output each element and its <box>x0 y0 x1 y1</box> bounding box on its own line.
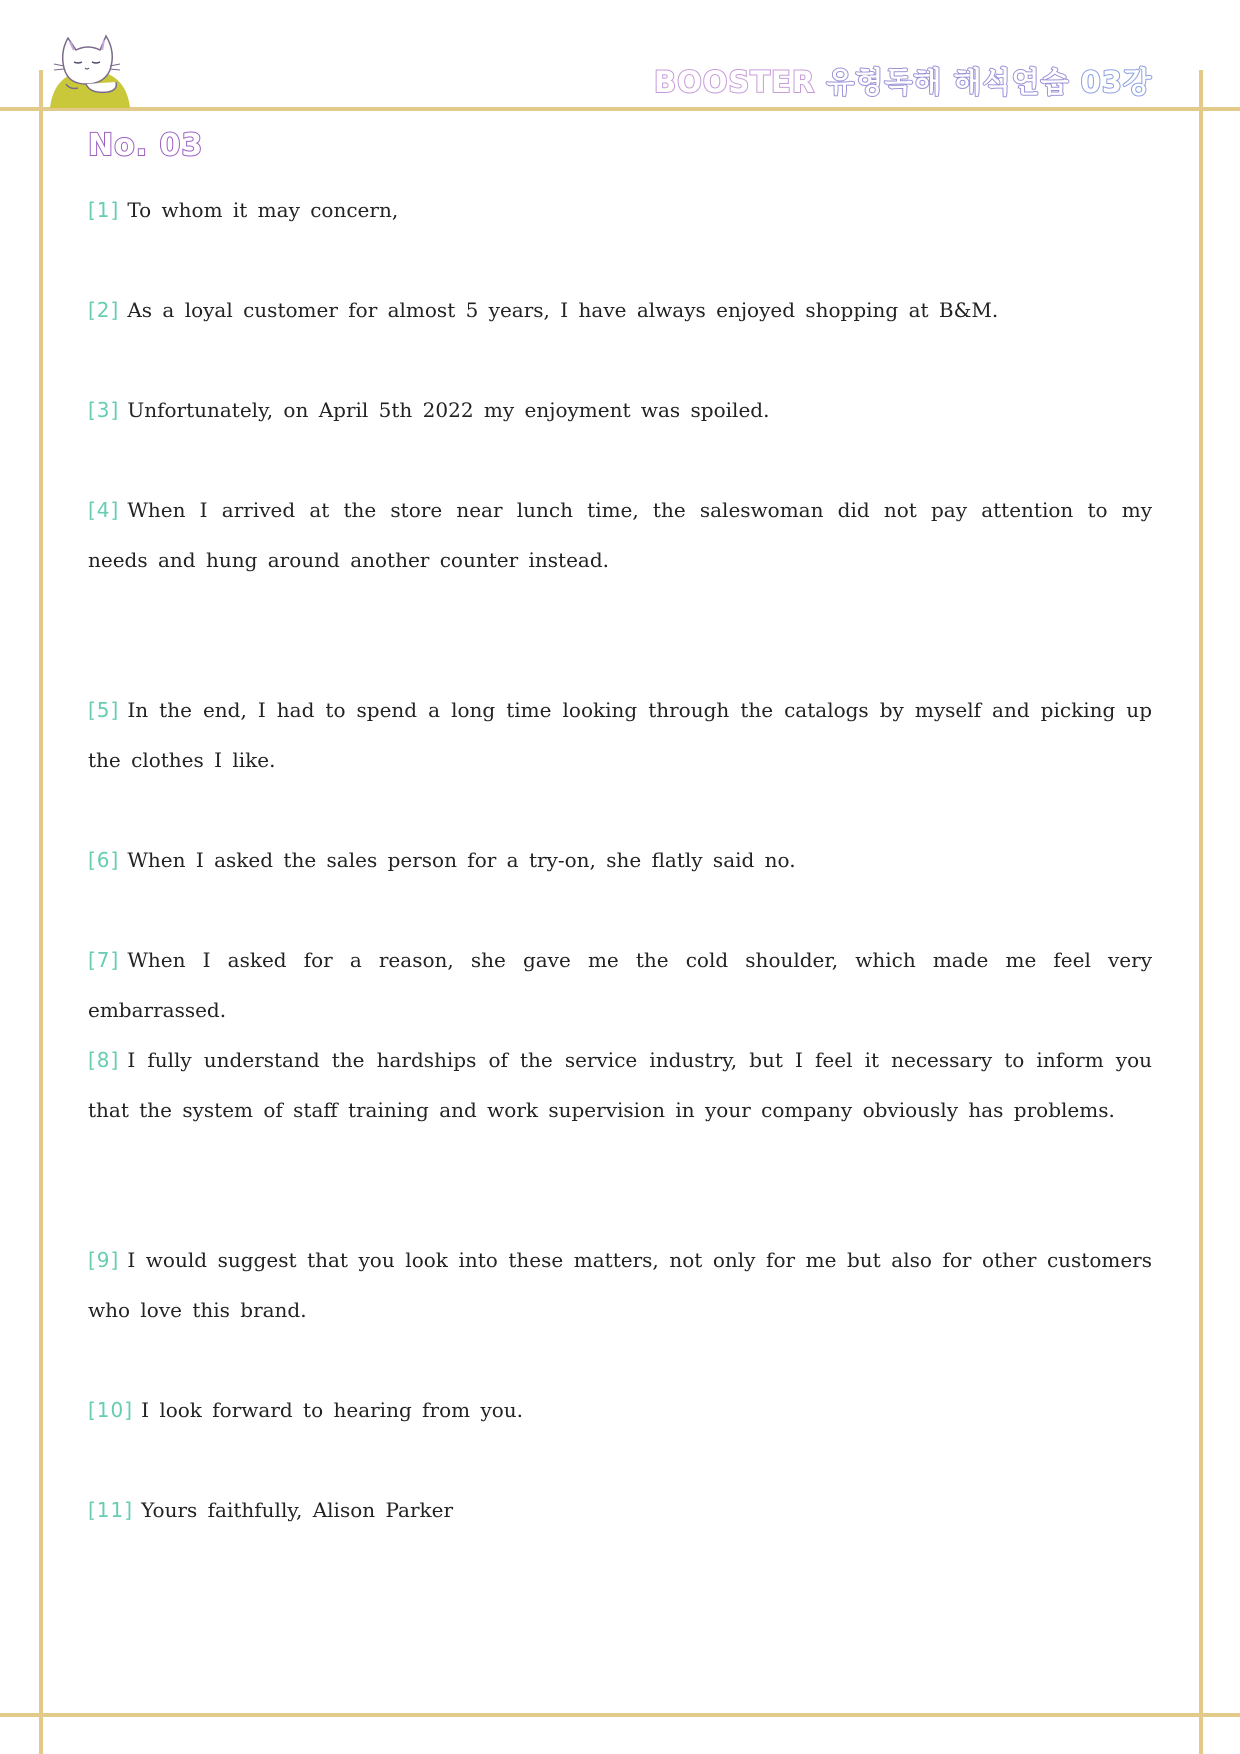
frame-top-line <box>0 107 1240 111</box>
sentence-item <box>88 1035 1152 1135</box>
sentence-text: As a loyal customer for almost 5 years, I have always enjoyed shopping at B&M. <box>127 298 999 322</box>
sentence-number: [7] <box>88 948 120 972</box>
header-title <box>654 60 1152 101</box>
sentence-text: When I arrived at the store near lunch time, the saleswoman did not pay attention to my needs and hung around another counter instead. <box>88 498 1152 572</box>
sentence-text: In the end, I had to spend a long time looking through the catalogs by myself and picking up the clothes I like. <box>88 698 1152 772</box>
sentence-number: [1] <box>88 198 120 222</box>
sentence-item <box>88 485 1152 585</box>
sentence-number: [6] <box>88 848 120 872</box>
sentence-item <box>88 1385 1152 1435</box>
sentence-item <box>88 1485 1152 1535</box>
frame-left-line <box>39 70 43 1754</box>
sleeping-cat-icon <box>46 28 132 108</box>
sentence-item <box>88 285 1152 335</box>
header-title-lesson: 03강 <box>1080 65 1152 99</box>
sentence-number: [11] <box>88 1498 134 1522</box>
header-title-subject: 유형독해 해석연습 <box>826 65 1070 99</box>
sentence-item <box>88 185 1152 235</box>
sentence-item <box>88 385 1152 435</box>
doc-number-heading: No. 03 <box>88 128 204 163</box>
frame-bottom-line <box>0 1713 1240 1717</box>
frame-right-line <box>1199 70 1203 1754</box>
sentence-item <box>88 935 1152 1035</box>
sentence-number: [8] <box>88 1048 120 1072</box>
sentence-number: [2] <box>88 298 120 322</box>
sentence-text: When I asked for a reason, she gave me the cold shoulder, which made me feel very embarrassed. <box>88 948 1152 1022</box>
sentence-text: I would suggest that you look into these matters, not only for me but also for other customers who love this brand. <box>88 1248 1152 1322</box>
sentence-text: I look forward to hearing from you. <box>141 1398 524 1422</box>
sentence-number: [3] <box>88 398 120 422</box>
sentence-text: Unfortunately, on April 5th 2022 my enjoyment was spoiled. <box>127 398 770 422</box>
sentence-number: [5] <box>88 698 120 722</box>
sentence-number: [4] <box>88 498 120 522</box>
sentence-number: [9] <box>88 1248 120 1272</box>
sentence-item <box>88 1235 1152 1335</box>
sentence-item <box>88 835 1152 885</box>
sentence-text: Yours faithfully, Alison Parker <box>141 1498 454 1522</box>
header-title-brand: BOOSTER <box>653 65 816 99</box>
sentence-text: I fully understand the hardships of the service industry, but I feel it necessary to inform you that the system of staff training and work supervision in your company obviously has problems. <box>88 1048 1152 1122</box>
sentence-number: [10] <box>88 1398 134 1422</box>
sentence-text: To whom it may concern, <box>127 198 399 222</box>
sentence-item <box>88 685 1152 785</box>
sentence-text: When I asked the sales person for a try-on, she flatly said no. <box>127 848 796 872</box>
